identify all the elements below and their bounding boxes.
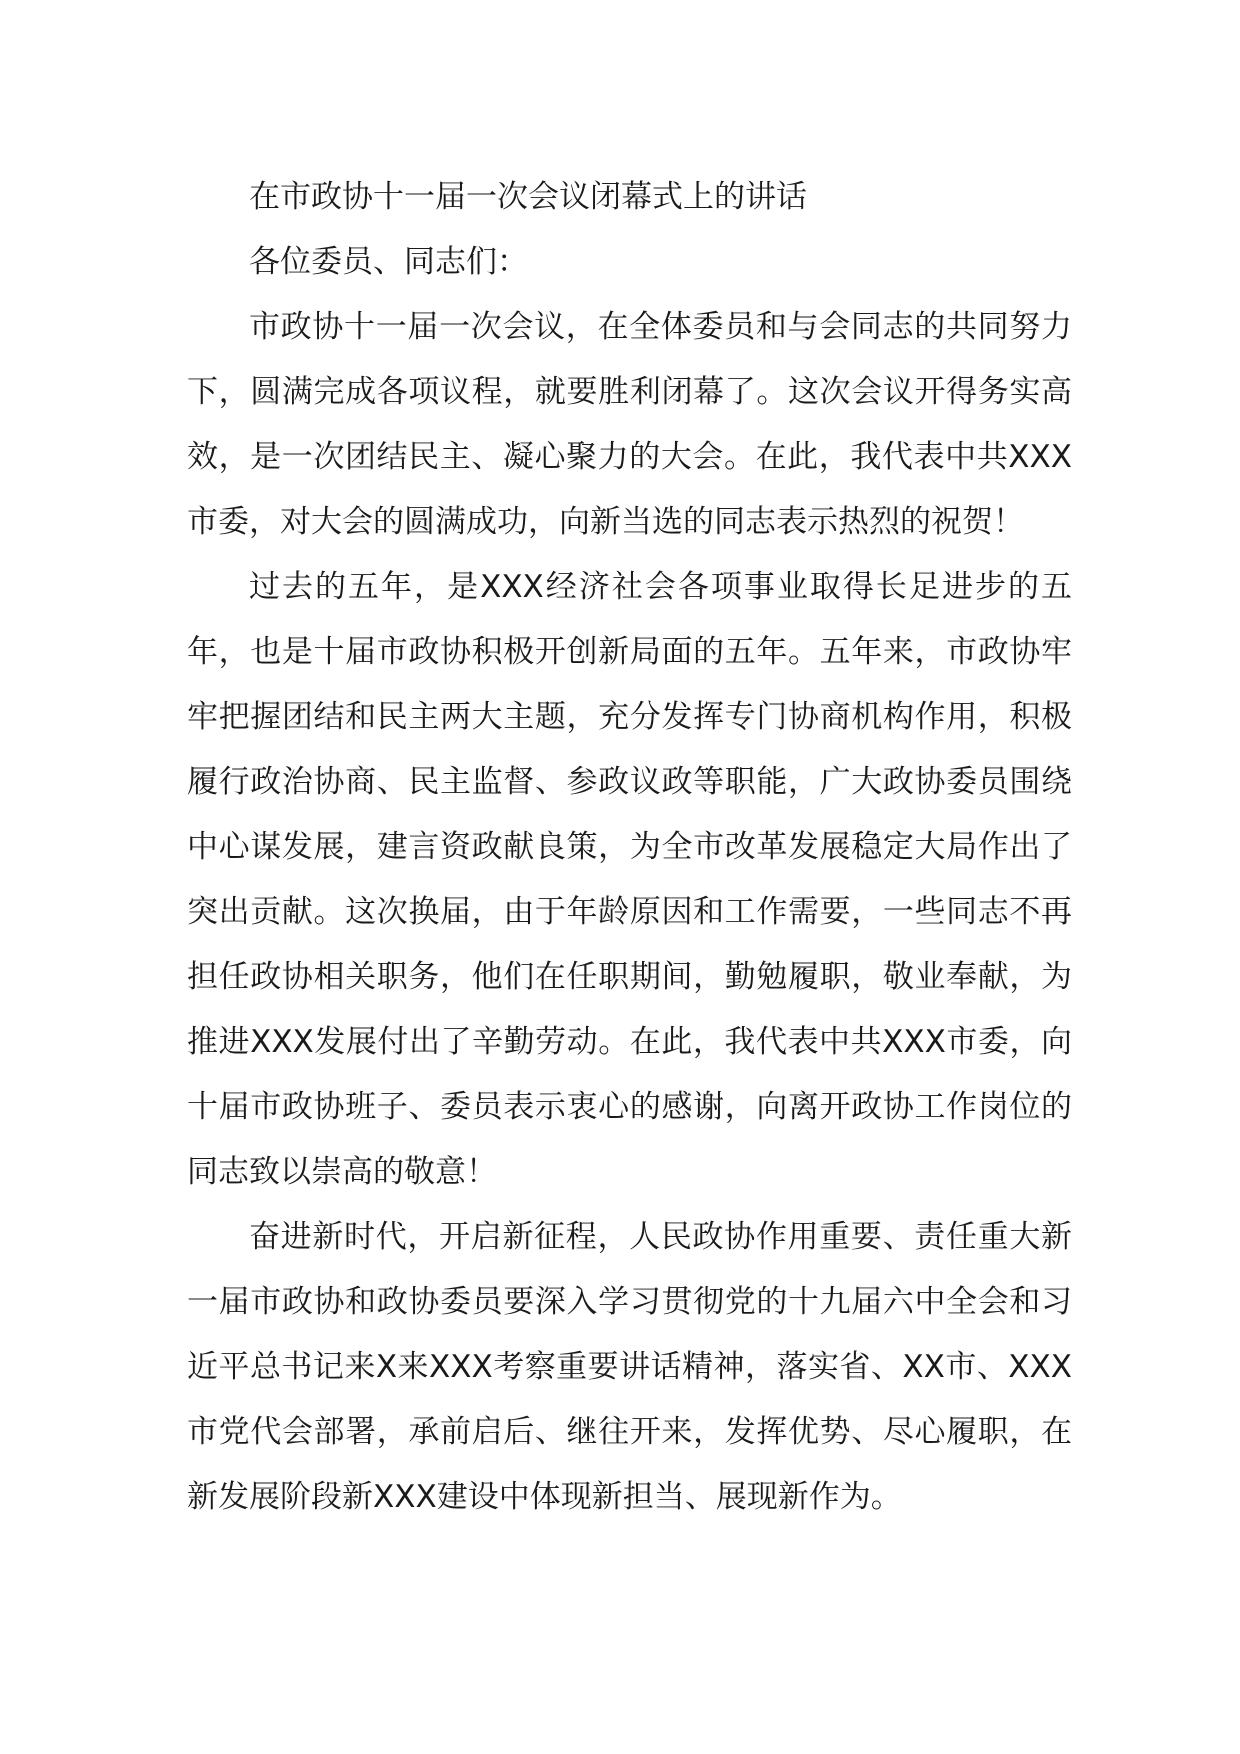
body-paragraph-3: 奋进新时代，开启新征程，人民政协作用重要、责任重大新一届市政协和政协委员要深入学习贯彻党的十九届六中全会和习近平总书记来X来XXX考察重要讲话精神，落实省、XX市、XXX市党代会部署，承前启后、继往开来，发挥优势、尽心履职，在新发展阶段新XXX建设中体现新担当、展现新作为。 bbox=[187, 1219, 1072, 1515]
speech-title: 在市政协十一届一次会议闭幕式上的讲话 bbox=[249, 179, 807, 215]
body-paragraph-2: 过去的五年，是XXX经济社会各项事业取得长足进步的五年，也是十届市政协积极开创新局面的五年。五年来，市政协牢牢把握团结和民主两大主题，充分发挥专门协商机构作用，积极履行政治协商、民主监督、参政议政等职能，广大政协委员围绕中心谋发展，建言资政献良策，为全市改革发展稳定大局作出了突出贡献。这次换届，由于年龄原因和工作需要，一些同志不再担任政协相关职务，他们在任职期间，勤勉履职，敬业奉献，为推进XXX发展付出了辛勤劳动。在此，我代表中共XXX市委，向十届市政协班子、委员表示衷心的感谢，向离开政协工作岗位的同志致以崇高的敬意！ bbox=[187, 569, 1072, 1190]
body-paragraph-1: 市政协十一届一次会议，在全体委员和与会同志的共同努力下，圆满完成各项议程，就要胜利闭幕了。这次会议开得务实高效，是一次团结民主、凝心聚力的大会。在此，我代表中共XXX市委，对大会的圆满成功，向新当选的同志表示热烈的祝贺！ bbox=[187, 309, 1072, 540]
document-body bbox=[187, 165, 1072, 1530]
salutation: 各位委员、同志们： bbox=[249, 244, 528, 280]
